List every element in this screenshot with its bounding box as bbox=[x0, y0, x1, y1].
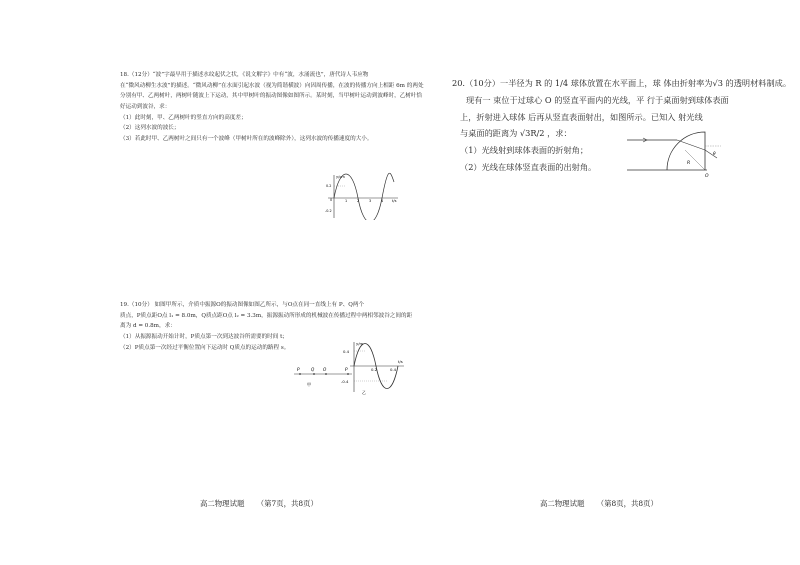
q19-line-5: （2）P质点第一次经过平衡位置向下运动时 Q质点的运动的路程 s。 bbox=[120, 344, 290, 351]
q18-graph-xtick-2: 2 bbox=[357, 199, 360, 203]
q18-graph-xtick-1: 1 bbox=[345, 199, 348, 203]
q18-graph-ytick-bottom: -0.2 bbox=[325, 209, 332, 213]
q20-figure-label-r: R bbox=[687, 161, 691, 166]
question-20 bbox=[452, 75, 792, 176]
q19-yi-xlabel: t/s bbox=[398, 359, 403, 364]
footer-right-page: （第8页，共8页） bbox=[596, 499, 658, 508]
q18-graph-ylabel: y/cm bbox=[336, 175, 345, 179]
footer-right bbox=[540, 498, 658, 509]
q18-graph-xtick-4: 4 bbox=[381, 199, 384, 203]
q19-yi-xmid: 0.2 bbox=[371, 367, 378, 372]
q18-graph-xtick-3: 3 bbox=[369, 199, 372, 203]
q19-line-2: 质点，P质点距O点 l₁ = 8.0m，Q质点距O点 l₂ = 3.3m，振源振动所形成的机械波在传播过程中两相邻波谷之间的距 bbox=[120, 312, 413, 319]
q18-vibration-graph bbox=[322, 172, 402, 220]
q19-yi-xend: 0.4 bbox=[390, 367, 397, 372]
q19-yi-ybottom: -0.4 bbox=[341, 379, 349, 384]
footer-left-page: （第7页，共8页） bbox=[256, 499, 318, 508]
q20-line-1: 20.（10分）一半径为 R 的 1/4 球体放置在水平面上，球 体由折射率为√3 的透明材料制成。 bbox=[452, 78, 792, 88]
q19-jia-label-o: O bbox=[323, 367, 327, 372]
q20-line-3: 上，折射进入球体 后再从竖直表面射出，如图所示。已知入 射光线 bbox=[460, 111, 703, 122]
q20-quarter-sphere-figure bbox=[625, 128, 725, 180]
q18-line-5: （1）此时刻，甲、乙两树叶的竖直方向的高度差； bbox=[120, 114, 247, 121]
q18-graph-ytick-zero: 0 bbox=[330, 198, 333, 202]
q20-figure-label-o: O bbox=[705, 174, 709, 179]
q18-line-4: 好运动到波谷，求： bbox=[120, 103, 171, 110]
q18-line-1: 18.（12分）“波”字最早用于描述水纹起伏之状，《说文解字》中有“波，水涌流也”，唐代诗人韦应物 bbox=[120, 72, 369, 78]
q18-line-2: 在“微风动柳生水波”的描述。“微风动柳”在水面引起水波（视为简谐横波）向因周传播，在波的传播方向上相距 6m 的两处 bbox=[120, 82, 424, 89]
q19-figure-yi bbox=[340, 340, 406, 396]
q19-jia-label-p-left: P bbox=[297, 367, 300, 372]
q19-yi-ylabel: y/m bbox=[356, 341, 364, 346]
q18-line-6: （2）这列水波的波长； bbox=[120, 125, 180, 132]
q20-line-2: 现有一 束位于过球心 O 的竖直平面内的光线，平 行于桌面射到球体表面 bbox=[466, 94, 729, 105]
q18-line-7: （3）若此时甲、乙两树叶之间只有一个波峰（甲树叶所在的波峰除外），这列水波的传播速度的大小。 bbox=[120, 135, 373, 142]
q19-line-1: 19.（10分） 如图甲所示，介质中振源O的振动图像如图乙所示，与O点在同一直线上有 P、Q两个 bbox=[120, 302, 365, 308]
q19-line-3: 离为 d = 0.8m，求： bbox=[120, 323, 176, 330]
q20-line-5: （1）光线射到球体表面的折射角； bbox=[460, 145, 589, 156]
q20-line-4: 与桌面的距离为 √3R/2 ，求： bbox=[460, 128, 572, 139]
q18-line-3: 分别有甲、乙两树叶，两树叶随波上下运动，其中甲树叶的振动图像如图所示。某时刻，当甲树叶运动到波峰时，乙树叶恰 bbox=[120, 93, 423, 100]
q19-line-4: （1）从振源振动开始计时，P质点第一次到达波谷所需要的时间 t； bbox=[120, 333, 288, 340]
q20-figure-label-theta: θ bbox=[713, 151, 716, 156]
footer-left bbox=[200, 498, 318, 509]
footer-left-title: 高二物理试题 bbox=[200, 499, 245, 508]
right-page bbox=[400, 0, 800, 565]
q19-jia-label-q: Q bbox=[311, 367, 315, 372]
question-18 bbox=[120, 70, 424, 144]
q18-graph-xlabel: t/s bbox=[392, 199, 397, 203]
q19-jia-label-p-right: P bbox=[345, 367, 348, 372]
q19-yi-caption: 乙 bbox=[362, 390, 366, 395]
q20-line-6: （2）光线在球体竖直表面的出射角。 bbox=[460, 162, 597, 173]
footer-right-title: 高二物理试题 bbox=[540, 499, 585, 508]
q19-yi-ytop: 0.4 bbox=[343, 349, 350, 354]
q18-graph-ytick-top: 0.2 bbox=[326, 184, 332, 188]
q19-jia-caption: 甲 bbox=[307, 382, 311, 387]
